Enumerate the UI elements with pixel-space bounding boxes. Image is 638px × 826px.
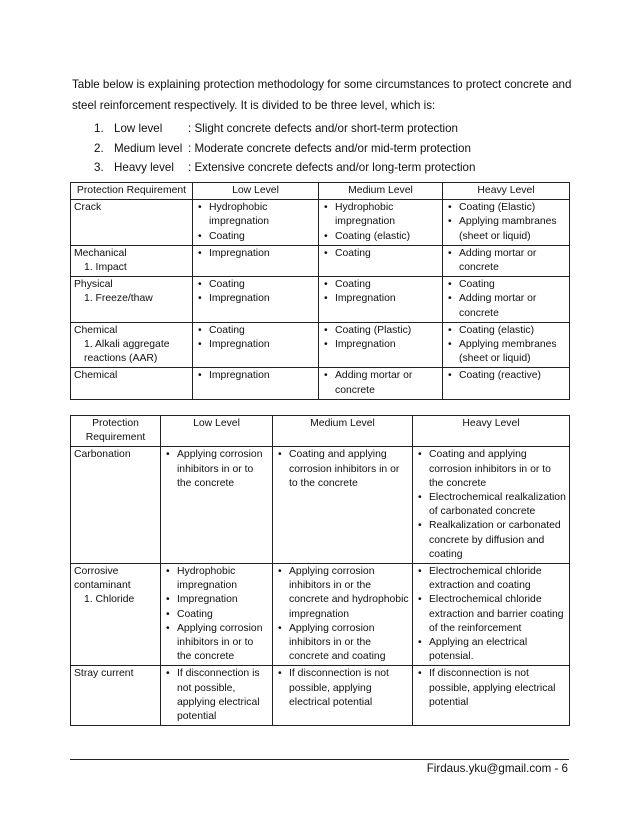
column-header: Medium Level <box>319 183 443 200</box>
bullet-item: • Coating <box>446 278 566 292</box>
heavy-level-cell <box>443 322 570 368</box>
requirement-cell <box>71 368 193 399</box>
requirement-label: Mechanical <box>74 247 127 259</box>
medium-level-cell <box>273 666 413 726</box>
low-level-cell <box>161 564 273 666</box>
bullet-list <box>446 324 566 367</box>
low-level-cell <box>193 245 319 276</box>
bullet-item: • Coating <box>196 324 315 338</box>
bullet-item: • Adding mortar or concrete <box>446 292 566 320</box>
bullet-item: • Coating and applying corrosion inhibitors in or to the concrete <box>416 448 566 491</box>
bullet-item: • Impregnation <box>196 338 315 352</box>
table-row <box>71 666 570 726</box>
level-item: 1. Low level : Slight concrete defects and/or short-term protection <box>94 122 459 135</box>
bullet-item: • Applying corrosion inhibitors in or the concrete and hydrophobic impregnation <box>276 565 409 622</box>
table-row <box>71 564 570 666</box>
table-row <box>71 277 570 323</box>
bullet-list <box>164 667 269 724</box>
bullet-item: • Realkalization or carbonated concrete by diffusion and coating <box>416 519 566 562</box>
table-row <box>71 368 570 399</box>
table-row <box>71 245 570 276</box>
table-row <box>71 447 570 564</box>
bullet-item: • Hydrophobic impregnation <box>164 565 269 593</box>
bullet-item: • Impregnation <box>196 247 315 261</box>
column-header: Low Level <box>161 416 273 447</box>
bullet-item: • Impregnation <box>196 369 315 383</box>
bullet-list <box>322 278 439 306</box>
bullet-item: • Electrochemical realkalization of carbonated concrete <box>416 491 566 519</box>
requirement-cell <box>71 200 193 246</box>
bullet-list <box>322 201 439 244</box>
bullet-item: • Impregnation <box>322 338 439 352</box>
bullet-item: • If disconnection is not possible, applying electrical potential <box>276 667 409 710</box>
bullet-item: • Electrochemical chloride extraction and coating <box>416 565 566 593</box>
bullet-list <box>446 369 566 383</box>
bullet-item: • Coating <box>322 247 439 261</box>
bullet-list <box>196 247 315 261</box>
bullet-item: • Coating and applying corrosion inhibitors in or to the concrete <box>276 448 409 491</box>
bullet-item: • Coating <box>322 278 439 292</box>
column-header: Protection Requirement <box>71 183 193 200</box>
bullet-list <box>416 448 566 562</box>
requirement-label: Stray current <box>74 668 134 680</box>
requirement-sub-item: 1. Chloride <box>84 594 135 606</box>
bullet-list <box>196 324 315 352</box>
table-row <box>71 200 570 246</box>
requirement-sub-item: 1. Freeze/thaw <box>84 293 153 305</box>
bullet-item: • Coating (Plastic) <box>322 324 439 338</box>
level-item: 2. Medium level : Moderate concrete defects and/or mid-term protection <box>94 141 471 155</box>
bullet-list <box>276 448 409 491</box>
bullet-item: • Impregnation <box>196 292 315 306</box>
requirement-label: Physical <box>74 279 113 291</box>
bullet-item: • Applying an electrical potensial. <box>416 636 566 664</box>
bullet-item: • Hydrophobic impregnation <box>196 201 315 229</box>
bullet-list <box>164 448 269 491</box>
medium-level-cell <box>319 368 443 399</box>
footer-divider <box>70 759 569 760</box>
bullet-item: • Applying corrosion inhibitors in or to the concrete <box>164 622 269 665</box>
bullet-list <box>164 565 269 664</box>
heavy-level-cell <box>443 200 570 246</box>
bullet-list <box>446 201 566 244</box>
bullet-item: • Applying corrosion inhibitors in or to the concrete <box>164 448 269 491</box>
bullet-item: • Applying membranes (sheet or liquid) <box>446 338 566 366</box>
bullet-item: • Coating (Elastic) <box>446 201 566 215</box>
bullet-item: • Coating <box>164 608 269 622</box>
table-row <box>71 322 570 368</box>
bullet-list <box>196 369 315 383</box>
bullet-item: • Adding mortar or concrete <box>322 369 439 397</box>
low-level-cell <box>161 447 273 564</box>
column-header: Heavy Level <box>443 183 570 200</box>
bullet-list <box>446 247 566 275</box>
requirement-label: Carbonation <box>74 449 131 461</box>
low-level-cell <box>193 200 319 246</box>
column-header: Low Level <box>193 183 319 200</box>
requirement-label: Crack <box>74 202 102 214</box>
requirement-cell <box>71 245 193 276</box>
bullet-list <box>416 565 566 664</box>
bullet-item: • If disconnection is not possible, applying electrical potential <box>164 667 269 724</box>
bullet-item: • Coating <box>196 278 315 292</box>
bullet-list <box>276 667 409 710</box>
bullet-item: • If disconnection is not possible, applying electrical potential <box>416 667 566 710</box>
bullet-item: • Impregnation <box>322 292 439 306</box>
requirement-cell <box>71 322 193 368</box>
bullet-item: • Adding mortar or concrete <box>446 247 566 275</box>
bullet-item: • Coating (elastic) <box>446 324 566 338</box>
bullet-item: • Hydrophobic impregnation <box>322 201 439 229</box>
medium-level-cell <box>273 447 413 564</box>
requirement-label: Corrosive contaminant <box>74 566 131 592</box>
requirement-sub-item: 1. Alkali aggregate reactions (AAR) <box>84 339 170 365</box>
medium-level-cell <box>273 564 413 666</box>
bullet-list <box>322 247 439 261</box>
medium-level-cell <box>319 245 443 276</box>
low-level-cell <box>161 666 273 726</box>
requirement-cell <box>71 564 161 666</box>
heavy-level-cell <box>413 666 570 726</box>
requirement-cell <box>71 447 161 564</box>
level-list <box>94 119 574 178</box>
medium-level-cell <box>319 277 443 323</box>
bullet-item: • Applying corrosion inhibitors in or the concrete and coating <box>276 622 409 665</box>
protection-table-2 <box>70 415 570 726</box>
heavy-level-cell <box>443 245 570 276</box>
bullet-item: • Applying mambranes (sheet or liquid) <box>446 215 566 243</box>
requirement-cell <box>71 666 161 726</box>
level-item: 3. Heavy level : Extensive concrete defects and/or long-term protection <box>94 161 476 174</box>
requirement-cell <box>71 277 193 323</box>
heavy-level-cell <box>413 447 570 564</box>
requirement-label: Chemical <box>74 370 118 382</box>
heavy-level-cell <box>413 564 570 666</box>
bullet-list <box>276 565 409 664</box>
bullet-list <box>196 278 315 306</box>
bullet-item: • Coating <box>196 230 315 244</box>
bullet-item: • Electrochemical chloride extraction and barrier coating of the reinforcement <box>416 593 566 636</box>
low-level-cell <box>193 277 319 323</box>
heavy-level-cell <box>443 368 570 399</box>
medium-level-cell <box>319 200 443 246</box>
column-header: Protection Requirement <box>71 416 161 447</box>
bullet-item: • Coating (reactive) <box>446 369 566 383</box>
heavy-level-cell <box>443 277 570 323</box>
bullet-item: • Coating (elastic) <box>322 230 439 244</box>
bullet-list <box>446 278 566 321</box>
requirement-sub-item: 1. Impact <box>84 262 127 274</box>
bullet-list <box>196 201 315 244</box>
protection-table-1 <box>70 182 570 400</box>
low-level-cell <box>193 368 319 399</box>
intro-paragraph: Table below is explaining protection methodology for some circumstances to protect concrete and steel reinforcement respectively. It is divided to be three level, which is: <box>72 78 572 112</box>
bullet-list <box>322 324 439 352</box>
medium-level-cell <box>319 322 443 368</box>
low-level-cell <box>193 322 319 368</box>
bullet-item: • Impregnation <box>164 593 269 607</box>
column-header: Medium Level <box>273 416 413 447</box>
bullet-list <box>322 369 439 397</box>
page-footer: Firdaus.yku@gmail.com - 6 <box>426 762 568 775</box>
bullet-list <box>416 667 566 710</box>
column-header: Heavy Level <box>413 416 570 447</box>
requirement-label: Chemical <box>74 324 118 336</box>
